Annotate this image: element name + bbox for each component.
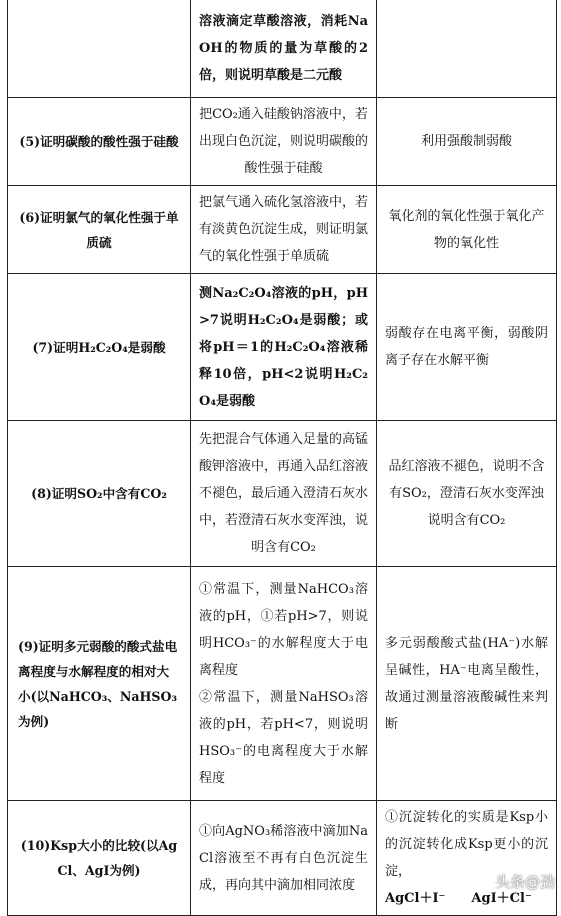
- purpose-cell: (5)证明碳酸的酸性强于硅酸: [8, 98, 191, 186]
- purpose-cell: (6)证明氯气的氧化性强于单质硫: [8, 186, 191, 274]
- table-row: [8, 421, 557, 567]
- method-step-2: ②常温下，测量NaHSO₃溶液的pH，若pH<7，则说明HSO₃⁻的电离程度大于水解程度: [199, 689, 368, 786]
- purpose-cell: (9)证明多元弱酸的酸式盐电离程度与水解程度的相对大小(以NaHCO₃、NaHSO₃为例): [8, 567, 191, 801]
- method-cell: 先把混合气体通入足量的高锰酸钾溶液中，再通入品红溶液不褪色，最后通入澄清石灰水中，若澄清石灰水变浑浊，说明含有CO₂: [191, 421, 377, 567]
- principle-cell: 多元弱酸酸式盐(HA⁻)水解呈碱性，HA⁻电离呈酸性，故通过测量溶液酸碱性来判断: [377, 567, 557, 801]
- method-cell: [191, 567, 377, 801]
- principle-cell: 弱酸存在电离平衡，弱酸阴离子存在水解平衡: [377, 274, 557, 421]
- table-row: [8, 274, 557, 421]
- watermark: [474, 871, 555, 892]
- principle-line-1: ①沉淀转化的实质是Ksp小的沉淀转化成Ksp更小的沉淀，: [385, 810, 548, 879]
- method-cell: 把CO₂通入硅酸钠溶液中，若出现白色沉淀，则说明碳酸的酸性强于硅酸: [191, 98, 377, 186]
- principle-cell: [377, 801, 557, 916]
- purpose-cell: (7)证明H₂C₂O₄是弱酸: [8, 274, 191, 421]
- principle-cell: 利用强酸制弱酸: [377, 98, 557, 186]
- principle-cell: 品红溶液不褪色，说明不含有SO₂，澄清石灰水变浑浊说明含有CO₂: [377, 421, 557, 567]
- table-row: [8, 0, 557, 98]
- purpose-cell: [8, 0, 191, 98]
- method-cell: 把氯气通入硫化氢溶液中，若有淡黄色沉淀生成，则证明氯气的氧化性强于单质硫: [191, 186, 377, 274]
- table-row: [8, 567, 557, 801]
- reaction-equation: AgCl＋I⁻ AgI＋Cl⁻: [385, 891, 532, 906]
- method-cell: 测Na₂C₂O₄溶液的pH，pH>7说明H₂C₂O₄是弱酸；或将pH＝1的H₂C₂O₄溶液稀释10倍，pH<2说明H₂C₂O₄是弱酸: [191, 274, 377, 421]
- experiment-table: [7, 0, 557, 916]
- table-row: [8, 98, 557, 186]
- chat-bubble-icon: [474, 875, 492, 889]
- table-row: [8, 186, 557, 274]
- table-row: [8, 801, 557, 916]
- watermark-text: 头条@劲: [494, 873, 555, 891]
- method-cell: 溶液滴定草酸溶液，消耗NaOH的物质的量为草酸的2倍，则说明草酸是二元酸: [191, 0, 377, 98]
- principle-cell: [377, 0, 557, 98]
- method-cell: ①向AgNO₃稀溶液中滴加NaCl溶液至不再有白色沉淀生成，再向其中滴加相同浓度: [191, 801, 377, 916]
- principle-cell: 氧化剂的氧化性强于氧化产物的氧化性: [377, 186, 557, 274]
- method-step-1: ①常温下，测量NaHCO₃溶液的pH，①若pH>7，则说明HCO₃⁻的水解程度大于电离程度: [199, 581, 368, 678]
- purpose-cell: (10)Ksp大小的比较(以AgCl、AgI为例): [8, 801, 191, 916]
- purpose-cell: (8)证明SO₂中含有CO₂: [8, 421, 191, 567]
